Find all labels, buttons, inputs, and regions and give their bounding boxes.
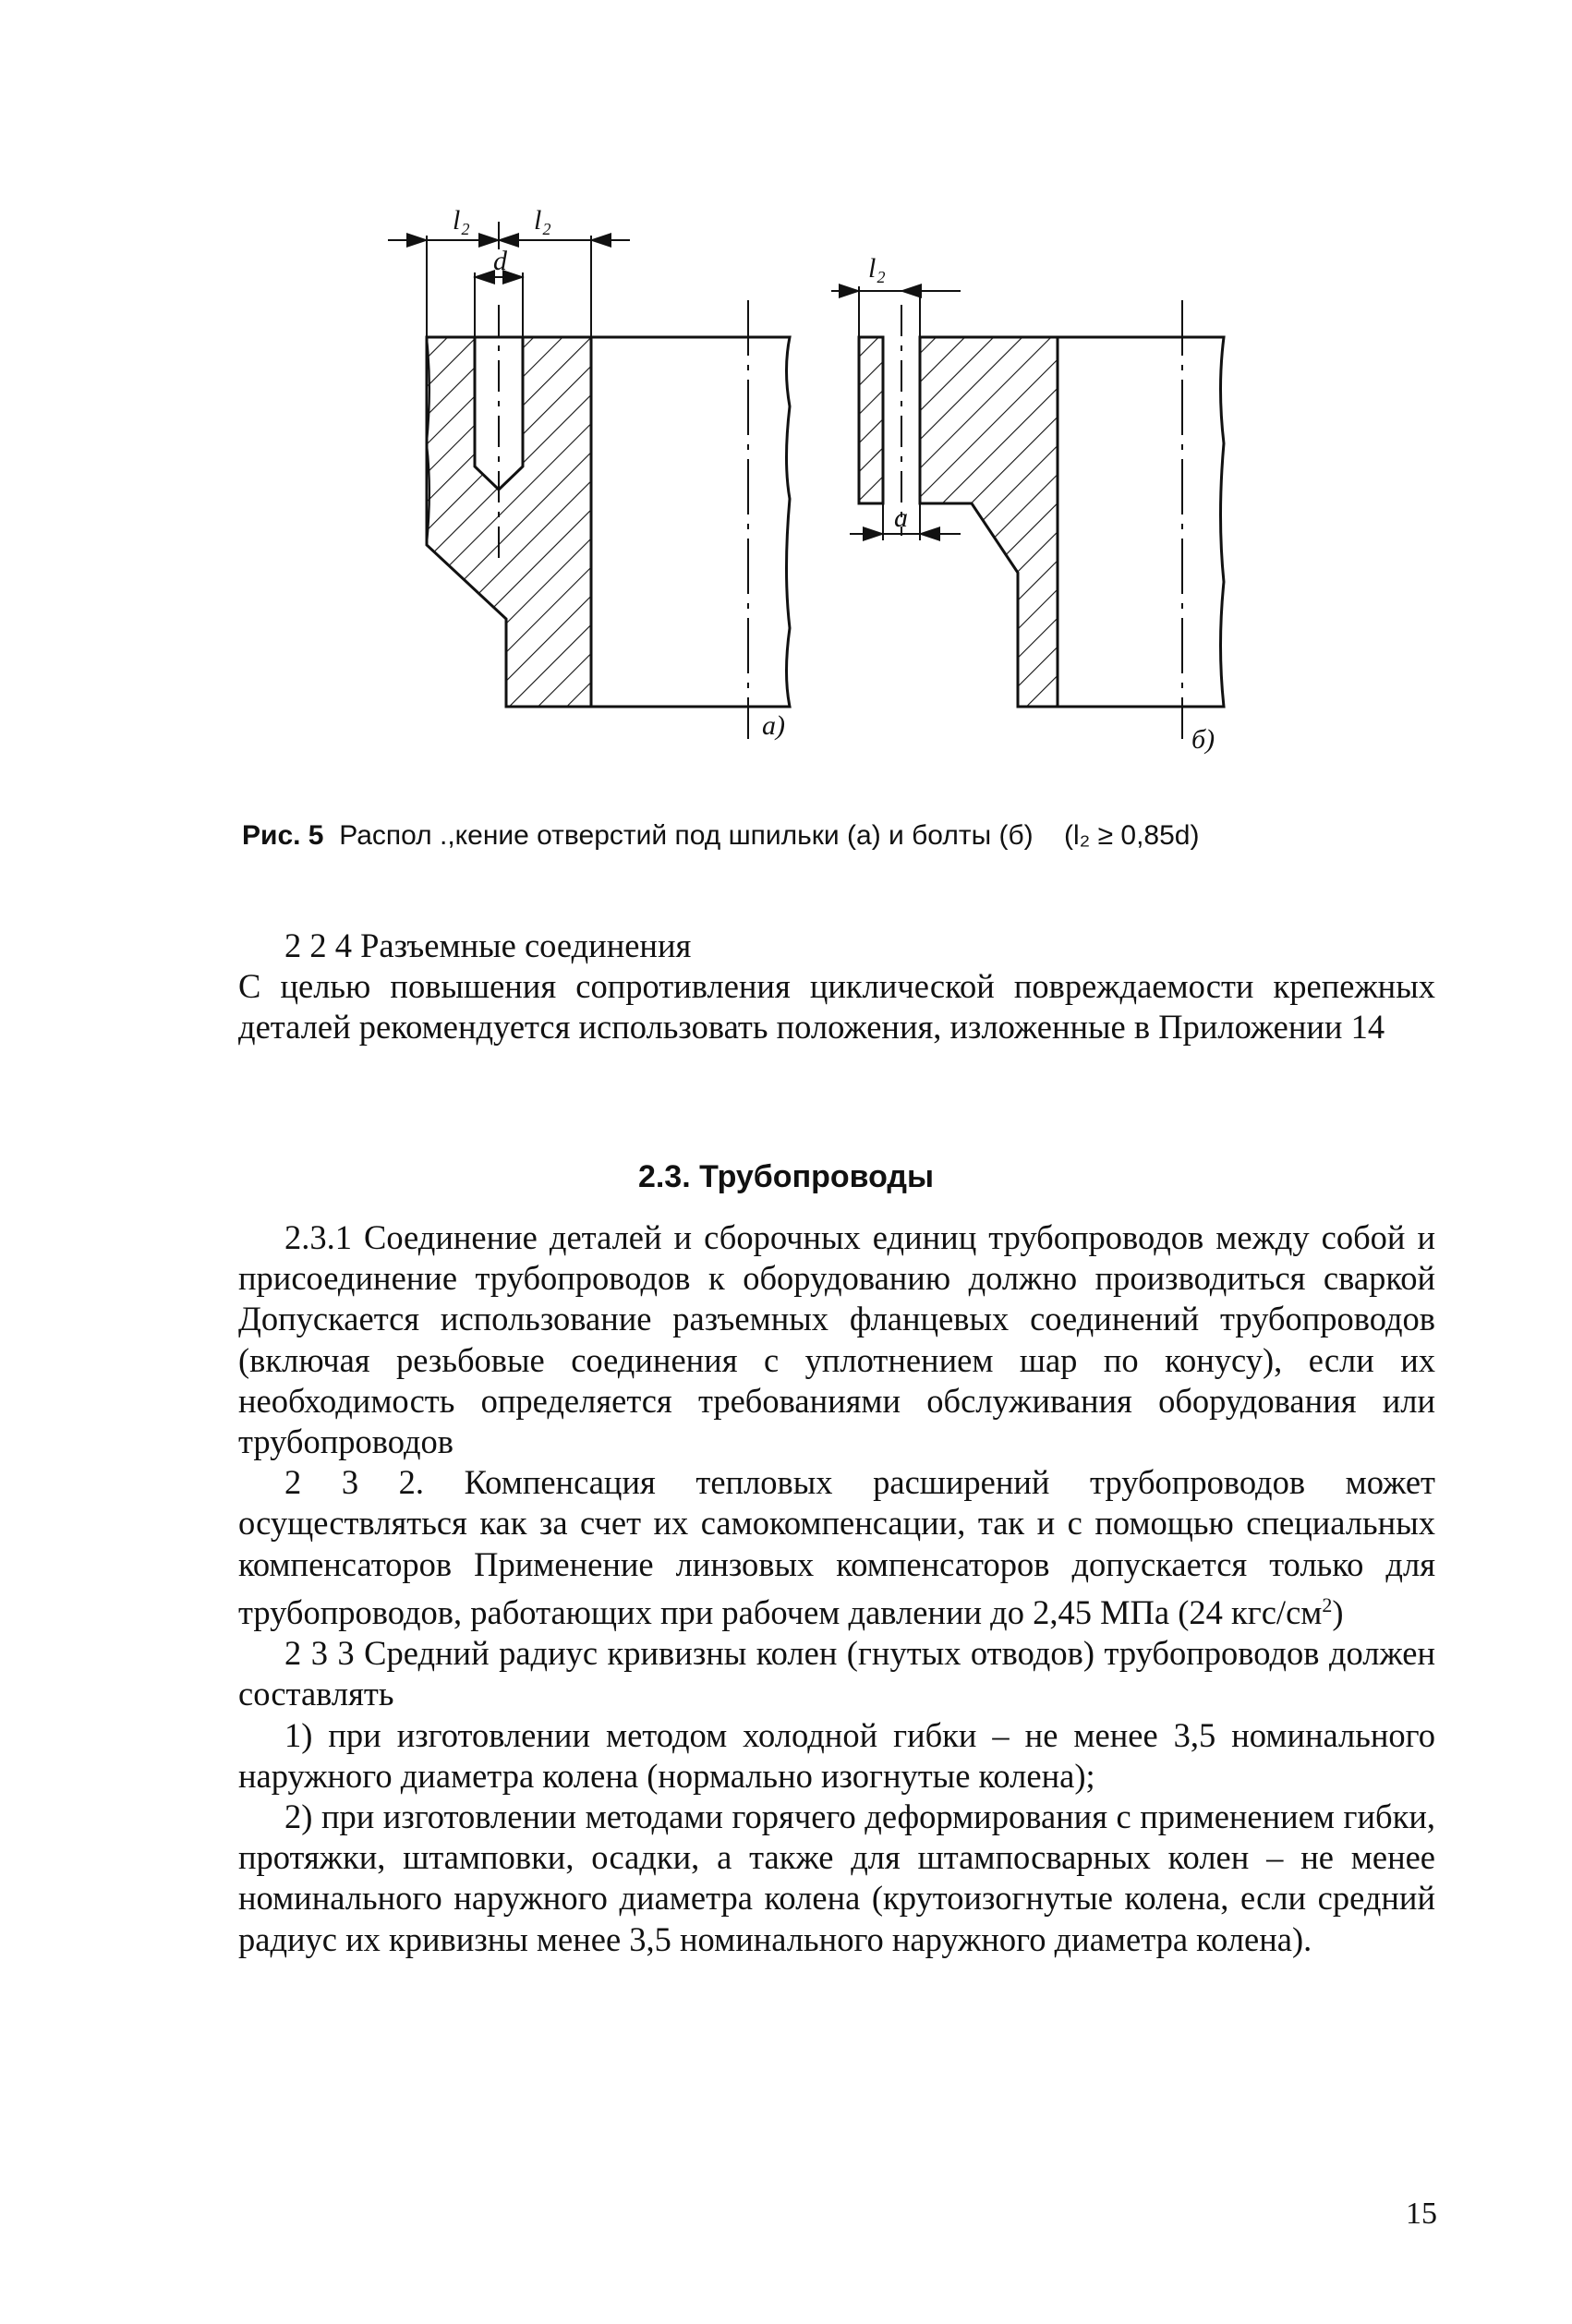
paragraph-2-3-2-superscript: 2 (1322, 1592, 1333, 1616)
page-number: 15 (1406, 2197, 1437, 2231)
section-2-2-4 (238, 926, 1435, 1048)
figure-b-right-body (920, 337, 1058, 707)
paragraph-2-3-3: 2 3 3 Средний радиус кривизны колен (гнутых отводов) трубопроводов должен составлять (238, 1634, 1435, 1713)
figure-number: Рис. 5 (242, 820, 324, 851)
list-item-2: 2) при изготовлении методами горячего деформирования с применением гибки, протяжки, штамповки, осадки, а также для штампосварных колен – не менее номинального наружного диаметра колена (крутоизогнутые колена, если средний радиус их кривизны менее 3,5 номинального наружного диаметра колена). (238, 1797, 1435, 1958)
figure-caption-text: Распол .,кение отверстий под шпильки (а) и болты (б) (339, 820, 1034, 851)
figure-b-sublabel: б) (1191, 724, 1215, 755)
list-item-1: 1) при изготовлении методом холодной гибки – не менее 3,5 номинального наружного диаметра колена (нормально изогнутые колена); (238, 1715, 1435, 1795)
figure-b (831, 253, 1224, 755)
figure-a-label-l2-left: l₂ (453, 205, 470, 236)
figure-a (388, 205, 790, 741)
technical-drawing (369, 185, 1275, 776)
paragraph-2-3-2 (238, 1462, 1435, 1633)
paragraph-2-3-2-close: ) (1332, 1592, 1344, 1631)
figure-b-left-strip (859, 337, 883, 503)
figure-b-label-l2: l₂ (868, 253, 886, 284)
section-2-2-4-body: С целью повышения сопротивления циклической повреждаемости крепежных деталей рекомендуется использовать положения, изложенные в Приложении 14 (238, 967, 1435, 1047)
figure-a-sublabel: а) (762, 710, 785, 741)
figure-a-label-l2-right: l₂ (534, 205, 551, 236)
section-2-3-body (238, 1217, 1435, 1960)
figure-b-label-a: a (894, 502, 908, 533)
figure-caption-formula: (l₂ ≥ 0,85d) (1063, 820, 1200, 851)
figure-a-label-d: d (493, 246, 507, 276)
figure-caption (242, 820, 1443, 852)
section-2-3-title: 2.3. Трубопроводы (637, 1159, 935, 1194)
section-2-2-4-heading: 2 2 4 Разъемные соединения (284, 926, 692, 964)
figure-caption-title (332, 820, 339, 851)
paragraph-2-3-1: 2.3.1 Соединение деталей и сборочных единиц трубопроводов между собой и присоединение трубопроводов к оборудованию должно производиться сваркой Допускается использование разъемных фланцевых соединений трубопроводов (включая резьбовые соединения с уплотнением шар по конусу), если их необходимость определяется требованиями обслуживания оборудования или трубопроводов (238, 1218, 1435, 1461)
figure-a-section (427, 337, 591, 707)
paragraph-2-3-2-text: 2 3 2. Компенсация тепловых расширений трубопроводов может осуществляться как за счет их самокомпенсации, так и с помощью специальных компенсаторов Применение линзовых компенсаторов допускается только для трубопроводов, работающих при рабочем давлении до 2,45 МПа (24 кгс/см (238, 1463, 1435, 1631)
